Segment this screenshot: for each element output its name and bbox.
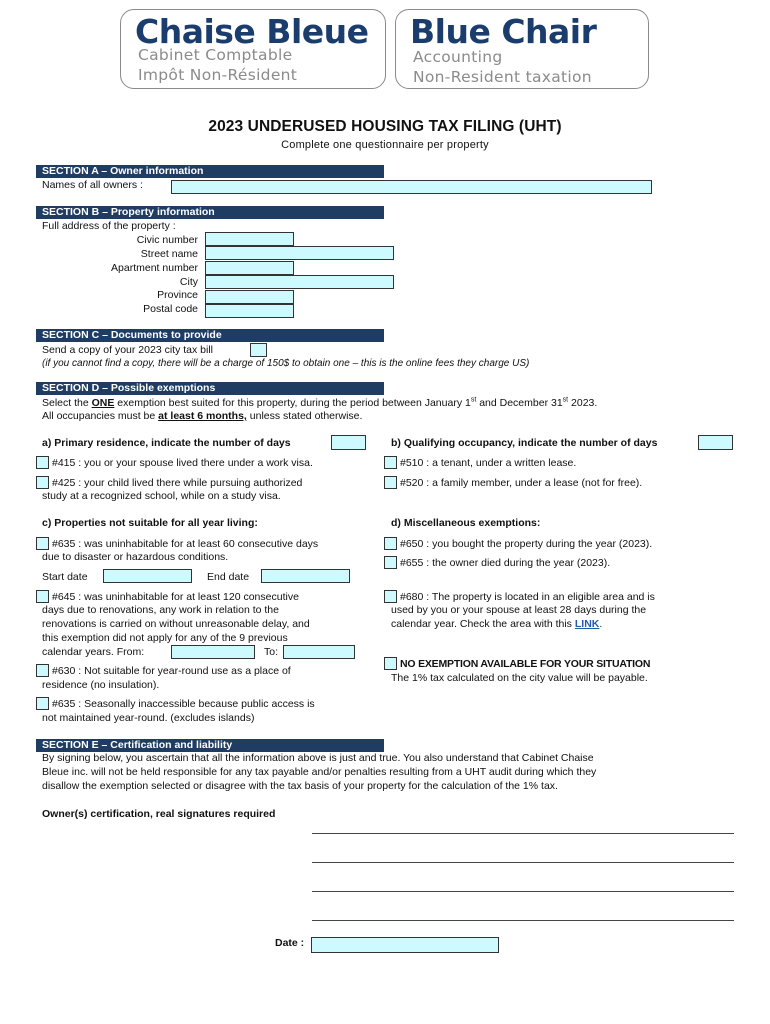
option-635a-label-2: due to disaster or hazardous conditions. [42, 551, 229, 563]
intro-st2: st [562, 396, 569, 404]
logo-french-line1: Cabinet Comptable [138, 46, 293, 64]
option-650-checkbox[interactable] [384, 537, 397, 550]
signature-line-4[interactable] [312, 920, 734, 921]
renovation-to-field[interactable] [283, 645, 355, 659]
owner-names-label: Names of all owners : [42, 179, 143, 191]
intro-mid: exemption best suited for this property, during the period between January 1 [114, 397, 471, 409]
tax-bill-note: (if you cannot find a copy, there will be a charge of 150$ to obtain one – this is the online fees they charge US) [42, 358, 530, 369]
option-680-label-3 [391, 618, 602, 631]
option-645-label-5: calendar years. From: [42, 646, 145, 658]
date-field[interactable] [311, 937, 499, 953]
not-suitable-heading: c) Properties not suitable for all year living: [42, 517, 258, 529]
option-635b-label-2: not maintained year-round. (excludes islands) [42, 712, 255, 724]
city-field[interactable] [205, 275, 394, 289]
postal-code-label: Postal code [143, 303, 198, 315]
occupancy-bold: at least 6 months, [158, 410, 247, 422]
no-exemption-label: NO EXEMPTION AVAILABLE FOR YOUR SITUATION [400, 658, 651, 670]
address-label: Full address of the property : [42, 220, 176, 232]
option-520-label: #520 : a family member, under a lease (not for free). [400, 477, 643, 489]
option-680-label-1: #680 : The property is located in an eligible area and is [400, 591, 655, 603]
primary-residence-heading: a) Primary residence, indicate the number of days [42, 437, 291, 449]
exemption-intro [42, 397, 597, 410]
page-subtitle: Complete one questionnaire per property [281, 139, 489, 151]
tax-bill-checkbox[interactable] [250, 343, 267, 357]
area-check-link[interactable]: LINK [574, 618, 600, 630]
option-680-end: . [599, 618, 603, 630]
option-680-label-2: used by you or your spouse at least 28 days during the [391, 604, 647, 616]
civic-number-label: Civic number [136, 234, 198, 246]
signatures-label: Owner(s) certification, real signatures required [42, 808, 276, 820]
occupancy-rule [42, 410, 362, 423]
postal-code-field[interactable] [205, 304, 294, 318]
option-635b-label-1: #635 : Seasonally inaccessible because public access is [52, 698, 315, 710]
apartment-number-field[interactable] [205, 261, 294, 275]
logo-english-title: Blue Chair [410, 12, 597, 51]
no-exemption-note: The 1% tax calculated on the city value will be payable. [391, 672, 648, 684]
page-title: 2023 UNDERUSED HOUSING TAX FILING (UHT) [208, 118, 562, 135]
city-label: City [179, 276, 198, 288]
certification-text-2: Bleue inc. will not be held responsible for any tax payable and/or penalties resulting from a UHT audit during which they [42, 766, 597, 778]
logo-english-line2: Non-Resident taxation [413, 68, 592, 86]
option-415-checkbox[interactable] [36, 456, 49, 469]
street-name-field[interactable] [205, 246, 394, 260]
option-425-label-1: #425 : your child lived there while pursuing authorized [52, 477, 303, 489]
intro-and: and December 31 [476, 397, 563, 409]
logo-english [395, 9, 649, 89]
certification-text-1: By signing below, you ascertain that all the information above is just and true. You also understand that Cabinet Chaise [42, 752, 594, 764]
option-510-checkbox[interactable] [384, 456, 397, 469]
option-520-checkbox[interactable] [384, 476, 397, 489]
occupancy-end: unless stated otherwise. [246, 410, 363, 422]
certification-text-3: disallow the exemption selected or disagree with the tax basis of your property for the calculation of the 1% tax. [42, 780, 558, 792]
end-date-label: End date [207, 571, 250, 583]
option-645-checkbox[interactable] [36, 590, 49, 603]
primary-residence-days-field[interactable] [331, 435, 366, 450]
owner-names-field[interactable] [171, 180, 652, 194]
option-650-label: #650 : you bought the property during the year (2023). [400, 538, 653, 550]
logo-french [120, 9, 386, 89]
street-name-label: Street name [140, 248, 198, 260]
signature-line-3[interactable] [312, 891, 734, 892]
signature-line-1[interactable] [312, 833, 734, 834]
logo-french-line2: Impôt Non-Résident [138, 66, 298, 84]
date-label: Date : [275, 937, 305, 949]
intro-end: 2023. [568, 397, 598, 409]
option-645-label-2: days due to renovations, any work in relation to the [42, 604, 279, 616]
apartment-number-label: Apartment number [111, 262, 198, 274]
option-635a-checkbox[interactable] [36, 537, 49, 550]
intro-one: ONE [91, 397, 115, 409]
end-date-field[interactable] [261, 569, 350, 583]
option-630-checkbox[interactable] [36, 664, 49, 677]
start-date-field[interactable] [103, 569, 192, 583]
option-635a-label-1: #635 : was uninhabitable for at least 60 consecutive days [52, 538, 319, 550]
province-field[interactable] [205, 290, 294, 304]
miscellaneous-heading: d) Miscellaneous exemptions: [391, 517, 541, 529]
option-510-label: #510 : a tenant, under a written lease. [400, 457, 577, 469]
option-635b-checkbox[interactable] [36, 697, 49, 710]
province-label: Province [157, 289, 198, 301]
signature-line-2[interactable] [312, 862, 734, 863]
option-425-checkbox[interactable] [36, 476, 49, 489]
renovation-from-field[interactable] [171, 645, 255, 659]
section-e-header: SECTION E – Certification and liability [36, 739, 384, 752]
option-630-label-1: #630 : Not suitable for year-round use as a place of [52, 665, 291, 677]
intro-st: st [470, 396, 477, 404]
option-415-label: #415 : you or your spouse lived there under a work visa. [52, 457, 313, 469]
section-a-header: SECTION A – Owner information [36, 165, 384, 178]
qualifying-occupancy-heading: b) Qualifying occupancy, indicate the number of days [391, 437, 658, 449]
option-645-label-3: renovations is carried on without unreasonable delay, and [42, 618, 310, 630]
option-655-label: #655 : the owner died during the year (2023). [400, 557, 611, 569]
option-630-label-2: residence (no insulation). [42, 679, 160, 691]
tax-bill-label: Send a copy of your 2023 city tax bill [42, 344, 214, 356]
option-680-checkbox[interactable] [384, 590, 397, 603]
option-655-checkbox[interactable] [384, 556, 397, 569]
option-425-label-2: study at a recognized school, while on a study visa. [42, 490, 281, 502]
option-645-label-1: #645 : was uninhabitable for at least 120 consecutive [52, 591, 299, 603]
occupancy-pre: All occupancies must be [42, 410, 159, 422]
logo-french-title: Chaise Bleue [135, 12, 369, 51]
logo-english-line1: Accounting [413, 48, 503, 66]
intro-pre: Select the [42, 397, 92, 409]
section-c-header: SECTION C – Documents to provide [36, 329, 384, 342]
section-b-header: SECTION B – Property information [36, 206, 384, 219]
section-d-header: SECTION D – Possible exemptions [36, 382, 384, 395]
option-645-label-4: this exemption did not apply for any of the 9 previous [42, 632, 288, 644]
option-680-text: calendar year. Check the area with this [391, 618, 575, 630]
civic-number-field[interactable] [205, 232, 294, 246]
no-exemption-checkbox[interactable] [384, 657, 397, 670]
start-date-label: Start date [42, 571, 88, 583]
qualifying-occupancy-days-field[interactable] [698, 435, 733, 450]
to-label: To: [264, 646, 279, 658]
